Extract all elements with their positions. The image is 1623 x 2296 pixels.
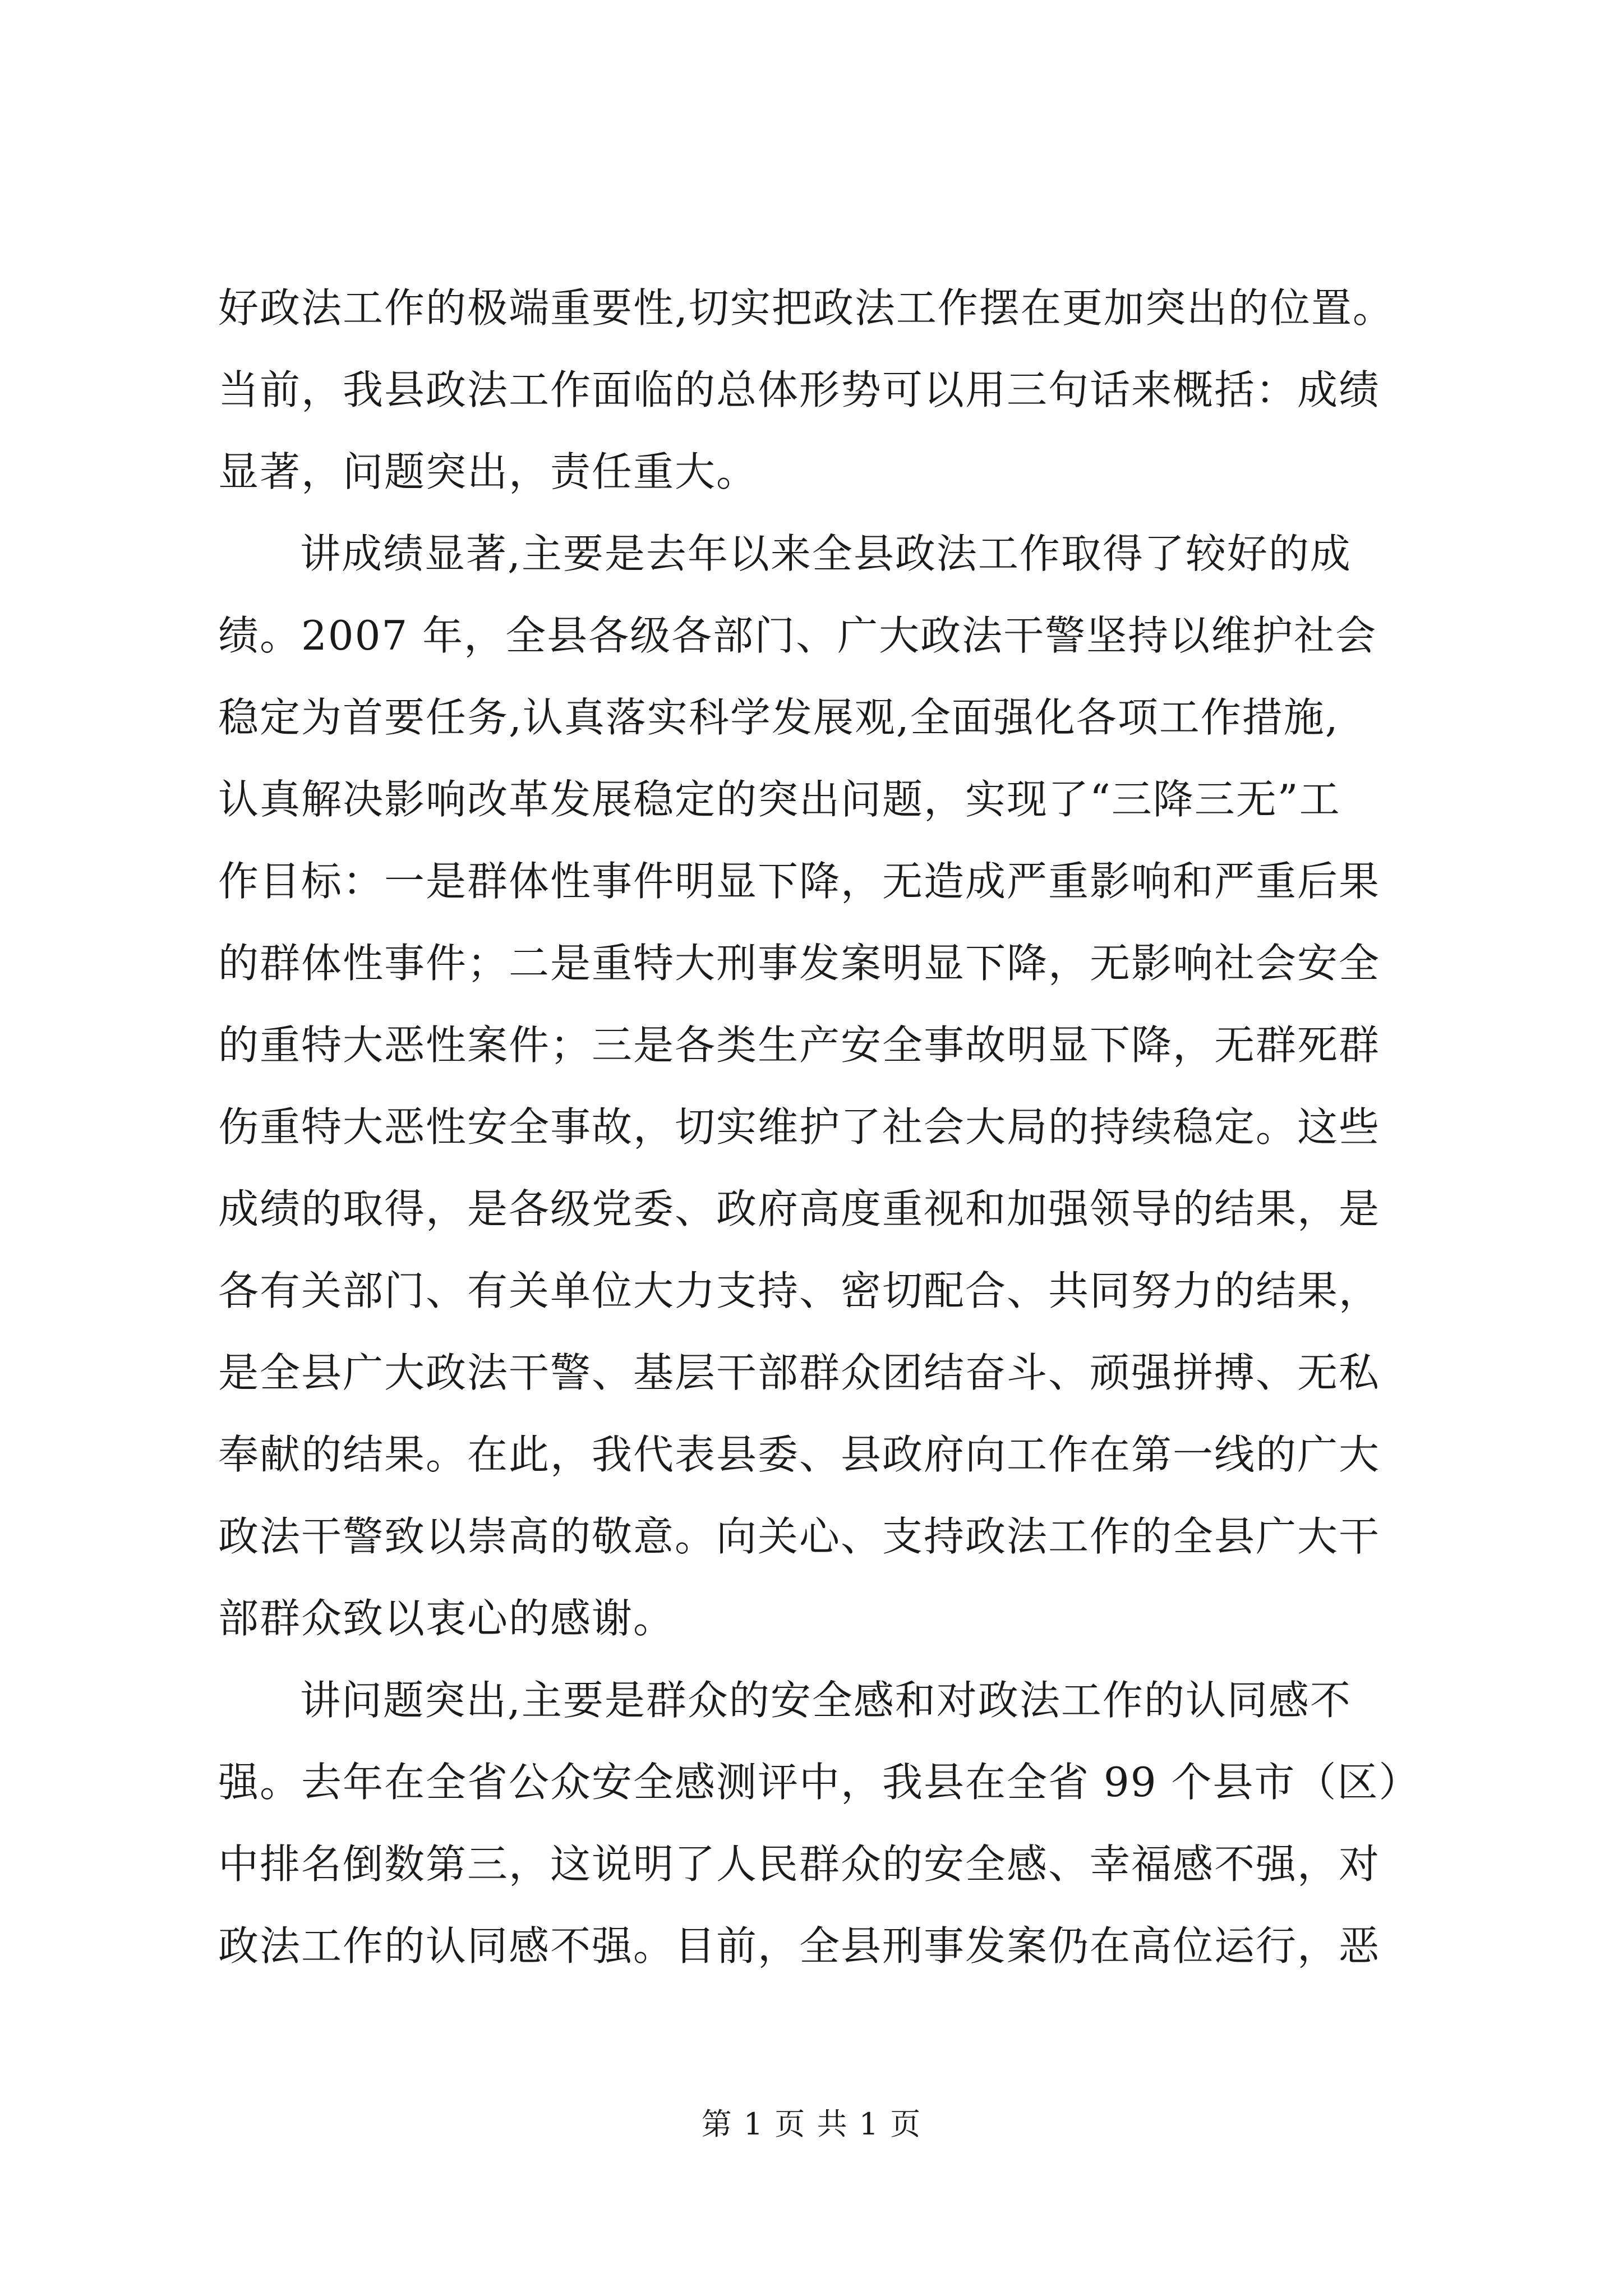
text-line: 绩。2007 年，全县各级各部门、广大政法干警坚持以维护社会 <box>218 612 1377 659</box>
paragraph-start-line: 讲问题突出,主要是群众的安全感和对政法工作的认同感不 <box>300 1677 1352 1724</box>
text-line: 奉献的结果。在此，我代表县委、县政府向工作在第一线的广大 <box>218 1431 1381 1478</box>
text-line: 是全县广大政法干警、基层干部群众团结奋斗、顽强拼搏、无私 <box>218 1349 1381 1396</box>
text-line: 伤重特大恶性安全事故，切实维护了社会大局的持续稳定。这些 <box>218 1103 1381 1151</box>
text-line: 显著，问题突出，责任重大。 <box>218 448 758 495</box>
text-line: 的群体性事件；二是重特大刑事发案明显下降，无影响社会安全 <box>218 940 1381 987</box>
document-body <box>218 267 1421 1987</box>
text-line: 的重特大恶性案件；三是各类生产安全事故明显下降，无群死群 <box>218 1022 1381 1069</box>
text-line: 政法工作的认同感不强。目前，全县刑事发案仍在高位运行，恶 <box>218 1922 1381 1970</box>
text-line: 政法干警致以崇高的敬意。向关心、支持政法工作的全县广大干 <box>218 1513 1381 1560</box>
text-line: 各有关部门、有关单位大力支持、密切配合、共同努力的结果， <box>218 1267 1381 1314</box>
text-line: 认真解决影响改革发展稳定的突出问题，实现了“三降三无”工 <box>218 776 1341 823</box>
paragraph-start-line: 讲成绩显著,主要是去年以来全县政法工作取得了较好的成 <box>300 530 1352 577</box>
text-line: 作目标：一是群体性事件明显下降，无造成严重影响和严重后果 <box>218 858 1381 905</box>
text-line: 部群众致以衷心的感谢。 <box>218 1595 675 1642</box>
text-line: 当前，我县政法工作面临的总体形势可以用三句话来概括：成绩 <box>218 366 1381 413</box>
text-line: 中排名倒数第三，这说明了人民群众的安全感、幸福感不强，对 <box>218 1841 1381 1888</box>
page-footer: 第 1 页 共 1 页 <box>701 2106 922 2142</box>
text-line: 强。去年在全省公众安全感测评中，我县在全省 99 个县市（区） <box>218 1759 1421 1806</box>
text-line: 稳定为首要任务,认真落实科学发展观,全面强化各项工作措施, <box>218 694 1339 741</box>
text-line: 成绩的取得，是各级党委、政府高度重视和加强领导的结果，是 <box>218 1185 1381 1232</box>
text-line: 好政法工作的极端重要性,切实把政法工作摆在更加突出的位置。 <box>218 284 1394 332</box>
